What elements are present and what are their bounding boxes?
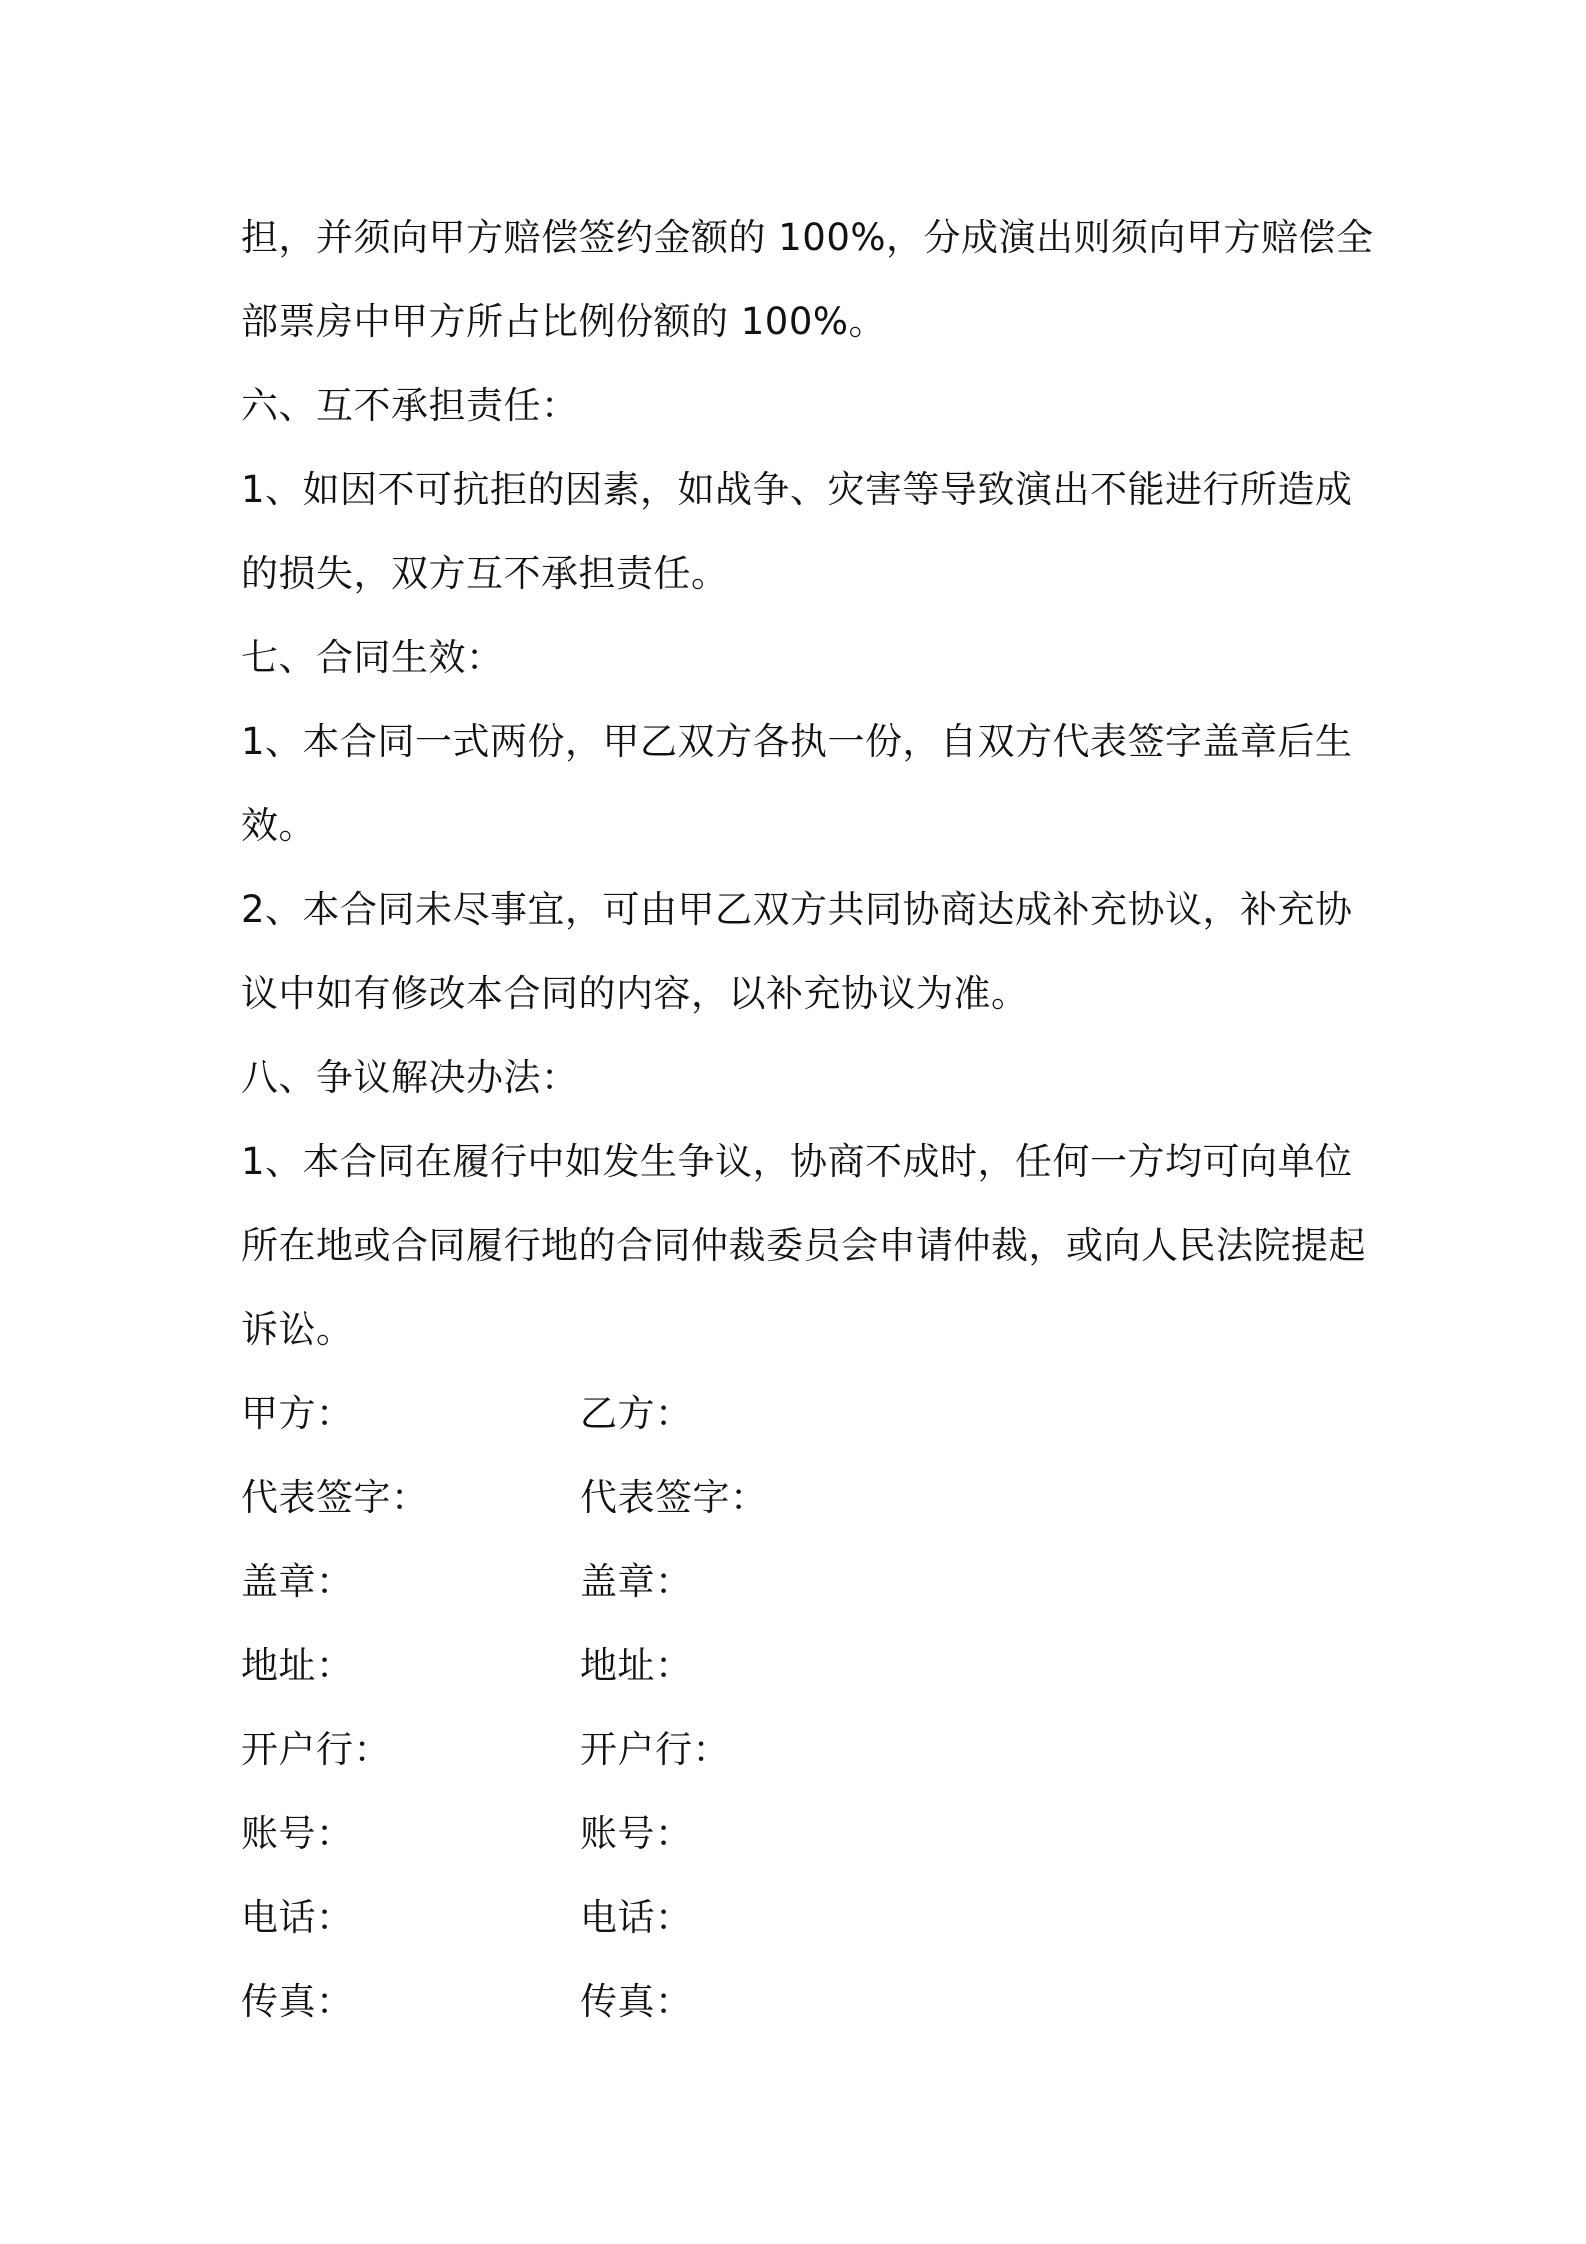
party-b-bank-label: 开户行： bbox=[580, 1728, 730, 1771]
paragraph-line: 效。 bbox=[241, 804, 316, 847]
section-heading-mutual-exemption: 六、互不承担责任： bbox=[241, 384, 579, 427]
paragraph-line: 担，并须向甲方赔偿签约金额的 100%，分成演出则须向甲方赔偿全 bbox=[241, 216, 1374, 259]
party-a-seal-label: 盖章： bbox=[241, 1560, 354, 1603]
party-b-fax-label: 传真： bbox=[580, 1980, 693, 2023]
party-b-address-label: 地址： bbox=[580, 1644, 693, 1687]
paragraph-line: 议中如有修改本合同的内容，以补充协议为准。 bbox=[241, 972, 1029, 1015]
party-b-label: 乙方： bbox=[580, 1392, 693, 1435]
section-heading-contract-effect: 七、合同生效： bbox=[241, 636, 504, 679]
section-heading-dispute-resolution: 八、争议解决办法： bbox=[241, 1056, 579, 1099]
signature-row-account bbox=[241, 1792, 1361, 1876]
signature-row-representative bbox=[241, 1456, 1361, 1540]
signature-block bbox=[241, 1372, 1361, 2044]
party-b-account-label: 账号： bbox=[580, 1812, 693, 1855]
signature-row-party bbox=[241, 1372, 1361, 1456]
signature-row-address bbox=[241, 1624, 1361, 1708]
party-a-phone-label: 电话： bbox=[241, 1896, 354, 1939]
paragraph-line: 2、本合同未尽事宜，可由甲乙双方共同协商达成补充协议，补充协 bbox=[241, 888, 1353, 931]
signature-row-seal bbox=[241, 1540, 1361, 1624]
paragraph-line: 的损失，双方互不承担责任。 bbox=[241, 552, 729, 595]
party-b-seal-label: 盖章： bbox=[580, 1560, 693, 1603]
paragraph-line: 部票房中甲方所占比例份额的 100%。 bbox=[241, 300, 887, 343]
party-a-fax-label: 传真： bbox=[241, 1980, 354, 2023]
paragraph-line: 1、本合同一式两份，甲乙双方各执一份，自双方代表签字盖章后生 bbox=[241, 720, 1353, 763]
paragraph-line: 诉讼。 bbox=[241, 1308, 354, 1351]
signature-row-fax bbox=[241, 1960, 1361, 2044]
party-b-representative-label: 代表签字： bbox=[580, 1476, 768, 1519]
party-a-label: 甲方： bbox=[241, 1392, 354, 1435]
document-body bbox=[241, 196, 1374, 2044]
signature-row-phone bbox=[241, 1876, 1361, 1960]
party-a-bank-label: 开户行： bbox=[241, 1728, 391, 1771]
party-b-phone-label: 电话： bbox=[580, 1896, 693, 1939]
paragraph-line: 1、如因不可抗拒的因素，如战争、灾害等导致演出不能进行所造成 bbox=[241, 468, 1353, 511]
party-a-address-label: 地址： bbox=[241, 1644, 354, 1687]
paragraph-line: 所在地或合同履行地的合同仲裁委员会申请仲裁，或向人民法院提起 bbox=[241, 1224, 1366, 1267]
party-a-representative-label: 代表签字： bbox=[241, 1476, 429, 1519]
party-a-account-label: 账号： bbox=[241, 1812, 354, 1855]
signature-row-bank bbox=[241, 1708, 1361, 1792]
paragraph-line: 1、本合同在履行中如发生争议，协商不成时，任何一方均可向单位 bbox=[241, 1140, 1353, 1183]
